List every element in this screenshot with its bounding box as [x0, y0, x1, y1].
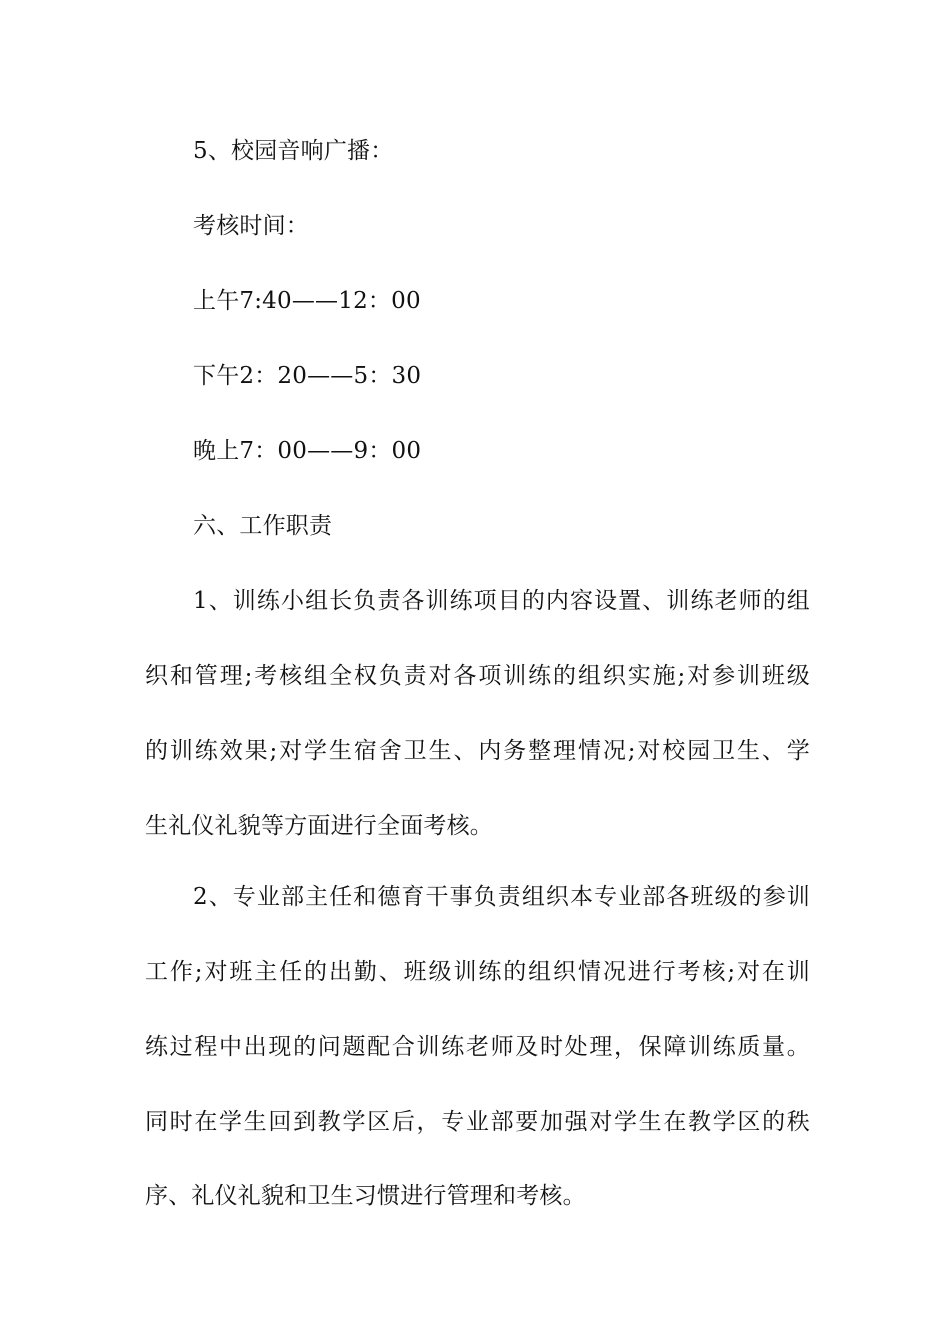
section6-heading: 六、工作职责	[193, 513, 333, 539]
time-afternoon: 下午2：20——5：30	[193, 363, 422, 389]
assessment-time-label: 考核时间：	[193, 213, 309, 239]
paragraph-line: 序、礼仪礼貌和卫生习惯进行管理和考核。	[145, 1183, 586, 1209]
section5-heading: 5、校园音响广播：	[193, 138, 394, 164]
time-evening: 晚上7：00——9：00	[193, 438, 422, 464]
paragraph-line: 同时在学生回到教学区后，专业部要加强对学生在教学区的秩	[145, 1109, 810, 1135]
paragraph-line: 2、专业部主任和德育干事负责组织本专业部各班级的参训	[193, 884, 810, 910]
time-morning: 上午7:40——12：00	[193, 288, 421, 314]
paragraph-line: 生礼仪礼貌等方面进行全面考核。	[145, 813, 493, 839]
paragraph-line: 的训练效果;对学生宿舍卫生、内务整理情况;对校园卫生、学	[145, 738, 810, 764]
paragraph-line: 1、训练小组长负责各训练项目的内容设置、训练老师的组	[193, 588, 810, 614]
paragraph-line: 练过程中出现的问题配合训练老师及时处理，保障训练质量。	[145, 1034, 810, 1060]
paragraph-line: 织和管理;考核组全权负责对各项训练的组织实施;对参训班级	[145, 663, 810, 689]
paragraph-line: 工作;对班主任的出勤、班级训练的组织情况进行考核;对在训	[145, 959, 810, 985]
